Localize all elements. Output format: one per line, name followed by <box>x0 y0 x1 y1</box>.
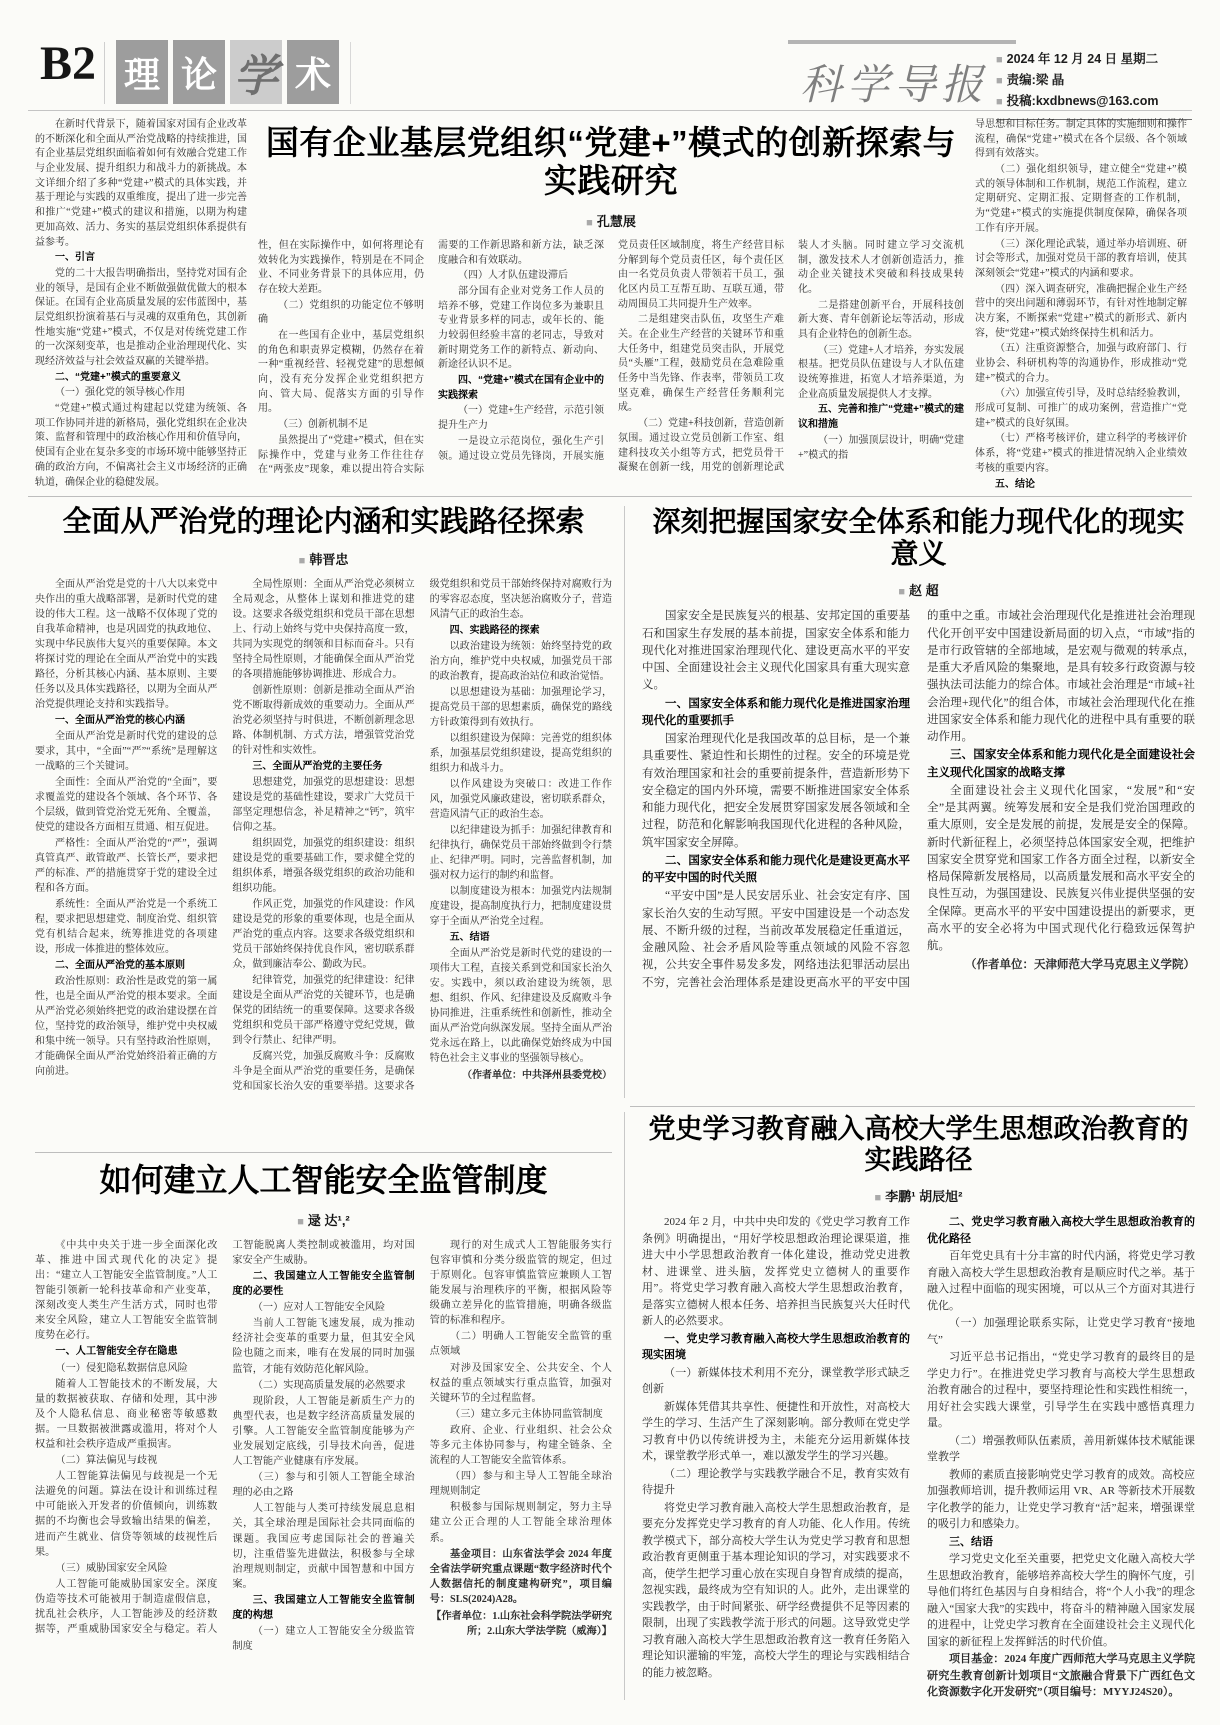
body-paragraph: 以思想建设为基础：加强理论学习，提高党员干部的思想素质，确保党的路线方针政策得到有效执行。 <box>429 687 612 729</box>
body-paragraph: （四）深入调查研究，准确把握企业生产经营中的突出问题和薄弱环节，有针对性地制定解决方案，不断探索“党建+”模式的新形式、新内容，使“党建+”模式始终保持生机和活力。 <box>975 283 1187 339</box>
body-paragraph: 现行的对生成式人工智能服务实行包容审慎和分类分级监管的规定，但过于原则化。包容审慎监管应兼顾人工智能发展与治理秩序的平衡，根据风险等级确立差异化的监管措施，明确各级监管的标准和程序。 <box>429 1239 612 1327</box>
body-paragraph: 学习党史文化至关重要，把党史文化融入高校大学生思想政治教育，能够培养高校大学生的胸怀气度，引导他们将红色基因与自身相结合，将“个人小我”的理念融入“国家大我”的实践中，将奋斗的精神融入国家发展的进程中，让党史学习教育在全面建设社会主义现代化国家的新征程上发挥鲜活的时代价值。 <box>927 1553 1195 1648</box>
body-paragraph: 性，但在实际操作中，如何将理论有效转化为实践操作，特别是在不同企业、不同业务背景下的具体应用，仍存在较大差距。 <box>258 239 424 295</box>
square-bullet-icon: ■ <box>898 586 906 599</box>
section-heading: 二、全面从严治党的基本原则 <box>55 960 185 972</box>
body-paragraph: （六）加强宣传引导，及时总结经验教训，形成可复制、可推广的成功案例，营造推广“党建+”模式的良好氛围。 <box>975 388 1187 429</box>
article-5-body-columns <box>642 1214 1195 1712</box>
body-paragraph: 反腐兴党，加强反腐败斗争：反腐败斗争是全面从严治党的重要任务，是确保党和国家长治久安的重要举措。这要求各级党组织和党员干部始终保持对腐败行为的零容忍态度，坚决惩治腐败分子，营造风清气正的政治生态。 <box>232 579 612 1093</box>
article-1-byline: ■ 孔慧展 <box>586 213 636 229</box>
submission-line: ■ 投稿:kxdbnews@163.com <box>996 94 1159 108</box>
body-paragraph: 百年党史具有十分丰富的时代内涵，将党史学习教育融入高校大学生思想政治教育是顺应时代之举。基于融入过程中面临的现实困境，可以从三个方面对其进行优化。 <box>927 1250 1195 1312</box>
square-bullet-icon: ■ <box>297 1215 304 1228</box>
article-1-body-columns <box>258 239 964 490</box>
square-bullet-icon: ■ <box>996 54 1003 66</box>
body-paragraph: （三）创新机制不足 <box>278 419 368 431</box>
header-divider <box>104 42 105 104</box>
article-1-left-column <box>35 118 247 490</box>
section-heading: 三、全面从严治党的主要任务 <box>252 761 383 773</box>
body-paragraph: 在一些国有企业中，基层党组织的角色和职责界定模糊，仍然存在着一种“重视经营、轻视党建”的思想倾向，没有充分发挥企业党组织把方向、管大局、促落实方面的引导作用。 <box>258 330 424 415</box>
section-heading: 一、国家安全体系和能力现代化是推进国家治理现代化的重要抓手 <box>642 697 910 727</box>
body-paragraph: 全面从严治党是党的十八大以来党中央作出的重大战略部署，是新时代党的建设的伟大工程。这一战略不仅体现了党的自我革命精神，也是巩固党的执政地位、实现中华民族伟大复兴的重要保障。本文将探讨党的理论在全面从严治党中的实践路径，分析其核心内涵、基本原则、主要任务以及具体实践路径，以期为全面从严治党提供理论支持和实践指导。 <box>35 579 218 711</box>
section-heading: 二、国家安全体系和能力现代化是建设更高水平的平安中国的时代关照 <box>642 854 910 885</box>
body-paragraph: 将党史学习教育融入高校大学生思想政治教育，是要充分发挥党史学习教育的育人功能、化人作用。传统教学模式下，部分高校大学生认为党史学习教育和思想政治教育更侧重于基本理论知识的学习，对实践要求不高，使学生把学习重心放在实现自身智育成绩的提高，忽视实践，最终成为空有知识的人。此外，走出课堂的实践教学，由于时间紧张、研学经费提供不足等因素的限制，出现了实践教学流于形式的问题。这导致党史学习教育融入高校大学生思想政治教育这一教育任务陷入理论知识灌输的牢笼，高校大学生的理论与实践相结合的能力被忽略。 <box>642 1501 910 1679</box>
article-2-byline: ■ 韩晋忠 <box>298 552 349 568</box>
section-heading: 一、人工智能安全存在隐患 <box>55 1346 178 1358</box>
body-paragraph: （一）应对人工智能安全风险 <box>252 1302 386 1314</box>
body-paragraph: （三）参与和引领人工智能全球治理的必由之路 <box>232 1472 415 1499</box>
body-paragraph: （一）加强顶层设计，明确“党建+”模式的指 <box>798 434 964 461</box>
article-1 <box>35 118 1187 490</box>
body-paragraph: 在新时代背景下，随着国家对国有企业改革的不断深化和全面从严治党战略的持续推进，国有企业基层党组织面临着如何有效融合党建工作与企业发展、提升组织力和战斗力的新挑战。本文详细介绍了多种“党建+”模式的具体实践，并基于理论与实践的双重维度，提出了进一步完善和推广“党建+”模式的建议和措施，以期为构建更加高效、活力、务实的基层党组织体系提供有益参考。 <box>35 119 247 248</box>
section-divider <box>28 496 1192 497</box>
fund-note: 项目基金：2024 年度广西师范大学马克思主义学院研究生教育创新计划项目“文旅融合背景下广西红色文化资源数字化开发研究”（项目编号：MYYJ24S20）。 <box>927 1653 1195 1699</box>
body-paragraph: 2024 年 2 月，中共中央印发的《党史学习教育工作条例》明确提出，“用好学校思想政治理论课渠道，推进大中小学思想政治教育一体化建设，推动党史进教材、进课堂、进头脑，发挥党史立德树人的重要作用”。将党史学习教育融入高校大学生思想政治教育，是落实立德树人根本任务、培养担当民族复兴大任时代新人的必然要求。 <box>642 1216 910 1328</box>
body-paragraph: 全面从严治党是新时代党的建设的一项伟大工程，直接关系到党和国家长治久安。实践中，须以政治建设为统领，思想、组织、作风、纪律建设及反腐败斗争协同推进，注重系统性和创新性，推动全面从严治党向纵深发展。坚持全面从严治党永远在路上，以此确保党始终成为中国特色社会主义事业的坚强领导核心。 <box>429 948 612 1065</box>
fund-note: 基金项目：山东省法学会 2024 年度全省法学研究重点课题“数字经济时代个人数据信托的制度建构研究”，项目编号：SLS(2024)A28。 <box>429 1548 612 1605</box>
body-paragraph: （一）加强理论联系实际，让党史学习教育“接地气” <box>927 1317 1195 1346</box>
body-paragraph: 现阶段，人工智能是新质生产力的典型代表，也是数字经济高质量发展的引擎。人工智能安全监管制度能够为产业发展划定底线，引导技术向善，促进人工智能产业健康有序发展。 <box>232 1395 415 1468</box>
body-paragraph: 政治性原则：政治性是政党的第一属性，也是全面从严治党的根本要求。全面从严治党必须始终把党的政治建设摆在首位，坚持党的政治领导，维护党中央权威和集中统一领导。只有坚持政治性原则，才能确保全面从严治党始终沿着正确的方向前进。 <box>35 976 218 1078</box>
body-paragraph: （五）注重资源整合，加强与政府部门、行业协会、科研机构等的沟通协作，形成推动“党建+”模式的合力。 <box>975 343 1187 384</box>
section-heading: 五、结语 <box>449 932 490 944</box>
body-paragraph: 创新性原则：创新是推动全面从严治党不断取得新成效的重要动力。全面从严治党必须坚持与时俱进，不断创新理念思路、体制机制、方式方法，增强管党治党的针对性和实效性。 <box>232 685 415 757</box>
body-paragraph: （一）党建+生产经营，示范引领提升生产力 <box>438 405 604 432</box>
body-paragraph: 《中共中央关于进一步全面深化改革、推进中国式现代化的决定》提出：“建立人工智能安全监管制度。”人工智能引领新一轮科技革命和产业变革，深刻改变人类生产生活方式，同时也带来安全风险，建立人工智能安全监管制度势在必行。 <box>35 1239 218 1342</box>
body-paragraph: 人工智能与人类可持续发展息息相关，其全球治理是国际社会共同面临的课题。我国应考虑国际社会的普遍关切，注重借鉴先进做法，积极参与全球治理规则制定，贡献中国智慧和中国方案。 <box>232 1503 415 1590</box>
article-1-right-column <box>975 118 1187 490</box>
body-paragraph: 党的二十大报告明确指出，坚持党对国有企业的领导，是国有企业不断做强做优做大的根本保证。在国有企业高质量发展的宏伟蓝图中，基层党组织扮演着基石与灵魂的双重角色，其创新性地实施“党建+”模式，不仅是对传统党建工作的一次深刻变革，也是推动企业治理现代化、实现经济效益与社会效益双赢的关键举措。 <box>35 267 247 367</box>
section-logo <box>116 40 339 104</box>
body-paragraph: 全面从严治党是新时代党的建设的总要求，其中，“全面”“严”“系统”是理解这一战略的三个关键词。 <box>35 731 218 773</box>
section-divider <box>630 1106 1195 1107</box>
article-2-title: 全面从严治党的理论内涵和实践路径探索 <box>62 506 585 538</box>
body-paragraph: （二）实现高质量发展的必然要求 <box>252 1379 406 1391</box>
article-2 <box>35 506 612 1144</box>
body-paragraph: 对涉及国家安全、公共安全、个人权益的重点领域实行重点监管，加强对关键环节的全过程监督。 <box>429 1362 612 1404</box>
body-paragraph: 人工智能可能威胁国家安全。深度伪造等技术可能被用于制造虚假信息，扰乱社会秩序，人工智能涉及的经济数据等，严重威胁国家安全与稳定。若人工智能脱离人类控制或被滥用，均对国家安全产生威胁。 <box>35 1239 415 1636</box>
author-affiliation: 【作者单位：1.山东社会科学院法学研究所；2.山东大学法学院（威海）】 <box>431 1611 612 1638</box>
section-heading: 三、结语 <box>949 1535 993 1548</box>
body-paragraph: （二）算法偏见与歧视 <box>55 1455 158 1467</box>
masthead: 科学导报 <box>800 60 989 109</box>
author-affiliation: （作者单位：天津师范大学马克思主义学院） <box>965 959 1195 972</box>
body-paragraph: （一）侵犯隐私数据信息风险 <box>55 1362 188 1374</box>
article-4-byline: ■ 逯 达¹,² <box>297 1212 350 1228</box>
body-paragraph: 以制度建设为根本：加强党内法规制度建设，提高制度执行力，把制度建设贯穿于全面从严治党全过程。 <box>429 886 612 928</box>
body-paragraph: “平安中国”是人民安居乐业、社会安定有序、国家长治久安的生动写照。平安中国建设是一个动态发展、不断升级的过程，当前改革发展稳定任重道远，金融风险、社会矛盾风险等重点领域的风险不容忽视，公共安全事件易发多发，网络违法犯罪活动层出不穷，完善社会治理体系是建设更高水平的平安中国的重中之重。市域社会治理现代化是推进社会治理现代化开创平安中国建设新局面的切入点，“市域”指的是市行政管辖的全部地域，是宏观与微观的转承点，是重大矛盾风险的集聚地，是具有较多行政资源与较强执法司法能力的综合体。市域社会治理是“市域+社会治理+现代化”的组合体，市域社会治理现代化在推进国家安全体系和能力现代化的进程中具有重要的联动作用。 <box>642 610 1195 989</box>
article-3-byline: ■ 赵 超 <box>898 583 939 599</box>
section-heading: 一、全面从严治党的核心内涵 <box>55 715 185 727</box>
section-heading: 四、“党建+”模式在国有企业中的实践探索 <box>438 375 604 401</box>
body-paragraph: 国家治理现代化是我国改革的总目标，是一个兼具重要性、紧迫性和长期性的过程。安全的环境是党有效治理国家和社会的重要前提条件，营造新形势下安全稳定的国内外环境，需要不断推进国家安全体系和能力现代化，把安全发展贯穿国家发展各领域和全过程，防范和化解影响我国现代化进程的各种风险，筑牢国家安全屏障。 <box>642 733 910 849</box>
body-paragraph: （三）建立多元主体协同监管制度 <box>450 1408 603 1420</box>
body-paragraph: 人工智能算法偏见与歧视是一个无法避免的问题。算法在设计和训练过程中可能嵌入开发者的价值倾向，训练数据的不均衡也会导致输出结果的偏差，进而产生就业、信贷等领域的歧视性后果。 <box>35 1471 218 1558</box>
section-heading: 五、结论 <box>995 478 1035 490</box>
body-paragraph: （二）党组织的功能定位不够明确 <box>258 299 424 326</box>
logo-tile-xue: 学 <box>230 40 282 104</box>
author-affiliation: （作者单位：中共泽州县委党校） <box>461 1070 612 1082</box>
body-paragraph: 当前人工智能飞速发展，成为推动经济社会变革的重要力量，但其安全风险也随之而来，唯有在发展的同时加强监管，才能有效防范化解风险。 <box>232 1318 415 1375</box>
body-paragraph: 纪律管党，加强党的纪律建设：纪律建设是全面从严治党的关键环节，也是确保党的团结统一的重要保障。这要求各级党组织和党员干部严格遵守党纪党规，做到令行禁止、纪律严明。 <box>232 975 415 1047</box>
body-paragraph: （三）威胁国家安全风险 <box>55 1562 168 1574</box>
square-bullet-icon: ■ <box>586 216 593 229</box>
body-paragraph: 以政治建设为统领：始终坚持党的政治方向，维护党中央权威，加强党员干部的政治教育，提高政治站位和政治觉悟。 <box>429 641 612 683</box>
body-paragraph: 国家安全是民族复兴的根基、安邦定国的重要基石和国家生存发展的基本前提，国家安全体系和能力现代化对推进国家治理现代化、建设更高水平的平安中国、全面建设社会主义现代化国家具有重大现实意义。 <box>642 610 910 692</box>
article-5-title: 党史学习教育融入高校大学生思想政治教育的实践路径 <box>648 1114 1189 1176</box>
body-paragraph: 组织固党，加强党的组织建设：组织建设是党的重要基础工作，要求健全党的组织体系，增强各级党组织的政治功能和组织功能。 <box>232 838 415 895</box>
body-paragraph: 习近平总书记指出，“党史学习教育的最终目的是学史力行”。在推进党史学习教育与高校大学生思想政治教育融合的过程中，要坚持理论性和实践性相统一，用好社会实践大课堂，引导学生在实践中感悟真理力量。 <box>927 1351 1195 1430</box>
section-divider <box>35 1152 612 1153</box>
section-heading: 三、国家安全体系和能力现代化是全面建设社会主义现代化国家的战略支撑 <box>927 749 1195 779</box>
body-paragraph: 全局性原则：全面从严治党必须树立全局观念，从整体上谋划和推进党的建设。这要求各级党组织和党员干部在思想上、行动上始终与党中央保持高度一致，共同为实现党的纲领和目标而奋斗。只有坚持全局性原则，才能确保全面从严治党的各项措施能够协调推进、形成合力。 <box>232 579 415 681</box>
body-paragraph: （二）增强教师队伍素质，善用新媒体技术赋能课堂教学 <box>927 1434 1195 1464</box>
square-bullet-icon: ■ <box>298 555 306 568</box>
section-heading: 三、我国建立人工智能安全监管制度的构想 <box>232 1594 415 1622</box>
body-paragraph: 全面建设社会主义现代化国家，“发展”和“安全”是其两翼。统筹发展和安全是我们党治国理政的重大原则，安全是发展的前提，发展是安全的保障。新时代新征程上，必须坚持总体国家安全观，把维护国家安全贯穿党和国家工作各方面全过程，以新安全格局保障新发展格局，以高质量发展和高水平安全的良性互动，为强国建设、民族复兴伟业提供坚强的安全保障。更高水平的平安中国建设提出的新要求，更高水平的安全必将为中国式现代化行稳致远保驾护航。 <box>927 784 1195 953</box>
square-bullet-icon: ■ <box>874 1192 882 1205</box>
body-paragraph: 二是搭建创新平台，开展科技创新大赛、青年创新论坛等活动，形成具有企业特色的创新生态。 <box>798 299 964 340</box>
body-paragraph: 二是组建突击队伍，攻坚生产难关。在企业生产经营的关键环节和重大任务中，组建党员突击队，开展党员“头雁”工程，鼓励党员在急难险重任务中当先锋、作表率，带领员工攻坚克难，确保生产经营任务顺利完成。 <box>618 314 784 414</box>
body-paragraph: 作风正党，加强党的作风建设：作风建设是党的形象的重要体现，也是全面从严治党的重点内容。这要求各级党组织和党员干部始终保持优良作风，密切联系群众，做到廉洁奉公、勤政为民。 <box>232 899 415 971</box>
body-paragraph: （三）深化理论武装，通过举办培训班、研讨会等形式，加强对党员干部的教育培训，使其深刻领会“党建+”模式的内涵和要求。 <box>975 238 1187 279</box>
article-4-title: 如何建立人工智能安全监管制度 <box>99 1162 548 1198</box>
article-3-body-columns <box>642 608 1195 1110</box>
body-paragraph: 虽然提出了“党建+”模式，但在实际操作中，党建与业务工作往往存在“两张皮”现象，难以提出符合实际需要的工作新思路和新方法，缺乏深度融合和有效联动。 <box>258 239 604 476</box>
column-divider <box>624 1112 625 1700</box>
body-paragraph: 以组织建设为保障：完善党的组织体系，加强基层党组织建设，提高党组织的组织力和战斗力。 <box>429 733 612 775</box>
body-paragraph: （七）严格考核评价，建立科学的考核评价体系，将“党建+”模式的推进情况纳入企业绩效考核的重要内容。 <box>975 433 1187 474</box>
square-bullet-icon: ■ <box>996 96 1003 108</box>
column-divider <box>624 506 625 1098</box>
body-paragraph: （一）强化党的领导核心作用 <box>55 387 185 399</box>
body-paragraph: （二）强化组织领导，建立健全“党建+”模式的领导体制和工作机制，规范工作流程，建立定期研究、定期汇报、定期督查的工作机制，为“党建+”模式的实施提供制度保障，确保各项工作有序开展。 <box>975 164 1187 234</box>
body-paragraph: 一是设立示范岗位，强化生产引领。通过设立党员先锋岗，开展实施党员责任区域制度，将生产经营目标分解到每个党员责任区，每个责任区由一名党员负责人带领若干员工，强化区内员工互帮互助、互联互通，带动周围员工共同提升生产效率。 <box>438 239 784 462</box>
body-paragraph: （三）党建+人才培养，夯实发展根基。把党员队伍建设与人才队伍建设统筹推进，拓宽人才培养渠道，为企业高质量发展提供人才支撑。 <box>798 344 964 400</box>
body-paragraph: 严格性：全面从严治党的“严”，强调真管真严、敢管敢严、长管长严，要求把严的标准、严的措施贯穿于党的建设全过程和各方面。 <box>35 838 218 895</box>
section-heading: 二、我国建立人工智能安全监管制度的必要性 <box>232 1270 415 1298</box>
body-paragraph: 思想建党，加强党的思想建设：思想建设是党的基础性建设，要求广大党员干部坚定理想信念，补足精神之“钙”，筑牢信仰之基。 <box>232 777 415 834</box>
editor-line: ■ 责编:梁 晶 <box>996 73 1065 87</box>
header-divider <box>350 42 351 104</box>
body-paragraph: （四）参与和主导人工智能全球治理规则制定 <box>429 1471 612 1498</box>
article-5 <box>642 1114 1195 1700</box>
body-paragraph: 随着人工智能技术的不断发展，大量的数据被获取、存储和处理，其中涉及个人隐私信息、商业秘密等敏感数据。一旦数据被泄露或滥用，将对个人权益和社会秩序造成严重损害。 <box>35 1378 218 1451</box>
publication-info <box>996 46 1192 120</box>
body-paragraph: 系统性：全面从严治党是一个系统工程，要求把思想建党、制度治党、组织管党有机结合起来，统筹推进党的各项建设，形成一体推进的整体效应。 <box>35 899 218 956</box>
section-heading: 五、完善和推广“党建+”模式的建议和措施 <box>798 404 964 431</box>
square-bullet-icon: ■ <box>996 75 1003 87</box>
body-paragraph: （四）人才队伍建设滞后 <box>458 270 568 282</box>
body-paragraph: （二）理论教学与实践教学融合不足，教育实效有待提升 <box>642 1467 910 1497</box>
section-heading: 二、党史学习教育融入高校大学生思想政治教育的优化路径 <box>927 1216 1195 1245</box>
body-paragraph: 部分国有企业对党务工作人员的培养不够，党建工作岗位多为兼职且专业背景多样的同志，或年长的、能力较弱但经验丰富的老同志，导致对新时期党务工作的新特点、新动向、新途径认识不足。 <box>438 285 604 371</box>
article-3-title: 深刻把握国家安全体系和能力现代化的现实意义 <box>652 506 1185 570</box>
article-3 <box>642 506 1195 1098</box>
edition-label: B2 <box>40 37 97 90</box>
body-paragraph: “党建+”模式通过构建起以党建为统领、各项工作协同并进的新格局，强化党组织在企业决策、监督和管理中的政治核心作用和价值导向，使国有企业在复杂多变的市场环境中能够坚持正确的政治方向，不偏离社会主义市场经济的正确轨道，确保企业的稳健发展。 <box>35 403 247 488</box>
masthead-rule <box>788 40 1016 44</box>
article-4 <box>35 1162 612 1702</box>
article-5-byline: ■ 李鹏¹ 胡辰旭² <box>874 1189 963 1205</box>
header-bottom-rule <box>28 110 1192 111</box>
body-paragraph: （一）建立人工智能安全分级监管制度 <box>232 1626 415 1653</box>
article-2-body-columns <box>35 577 612 1129</box>
section-heading: 一、引言 <box>55 252 95 264</box>
body-paragraph: 以作风建设为突破口：改进工作作风，加强党风廉政建设，密切联系群众，营造风清气正的政治生态。 <box>429 779 612 821</box>
body-paragraph: （二）明确人工智能安全监管的重点领域 <box>429 1331 612 1358</box>
body-paragraph: 导思想和目标任务。制定具体的实施细则和操作流程，确保“党建+”模式在各个层级、各个领域得到有效落实。 <box>975 119 1187 160</box>
section-heading: 一、党史学习教育融入高校大学生思想政治教育的现实困境 <box>642 1332 910 1362</box>
body-paragraph: 积极参与国际规则制定，努力主导建立公正合理的人工智能全球治理体系。 <box>429 1502 612 1544</box>
body-paragraph: （一）新媒体技术利用不充分，课堂教学形式缺乏创新 <box>642 1366 910 1396</box>
body-paragraph: 新媒体凭借其共享性、便捷性和开放性，对高校大学生的学习、生活产生了深刻影响。部分教师在党史学习教育中仍以传统讲授为主，未能充分运用新媒体技术，课堂教学形式单一，难以激发学生的学习兴趣。 <box>642 1400 910 1463</box>
date-line: ■ 2024 年 12 月 24 日 星期二 <box>996 52 1159 66</box>
body-paragraph: 全面性：全面从严治党的“全面”，要求覆盖党的建设各个领域、各个环节、各个层级，做到管党治党无死角、全覆盖，使党的建设各方面相互贯通、相互促进。 <box>35 777 218 834</box>
logo-tile-lun: 论 <box>173 40 225 104</box>
body-paragraph: 以纪律建设为抓手：加强纪律教育和纪律执行，确保党员干部始终做到令行禁止、纪律严明。同时，完善监督机制，加强对权力运行的制约和监督。 <box>429 825 612 882</box>
section-heading: 四、实践路径的探索 <box>449 625 540 637</box>
article-1-title: 国有企业基层党组织“党建+”模式的创新探索与实践研究 <box>265 124 957 199</box>
article-4-body-columns <box>35 1238 612 1686</box>
body-paragraph: （二）党建+科技创新，营造创新氛围。通过设立党员创新工作室、组建科技攻关小组等方式，把党员骨干凝聚在创新一线，用党的创新理论武装人才头脑。同时建立学习交流机制，激发技术人才创新创造活力，推动企业关键技术突破和科技成果转化。 <box>618 239 964 474</box>
body-paragraph: 教师的素质直接影响党史学习教育的成效。高校应加强教师培训，提升教师运用 VR、AR 等新技术开展数字化教学的能力，让党史学习教育“活”起来，增强课堂的吸引力和感染力。 <box>927 1468 1195 1531</box>
logo-tile-li: 理 <box>116 40 168 104</box>
section-heading: 二、“党建+”模式的重要意义 <box>55 371 181 383</box>
body-paragraph: 政府、企业、行业组织、社会公众等多元主体协同参与，构建全链条、全流程的人工智能安全监管体系。 <box>429 1424 612 1467</box>
logo-tile-shu: 术 <box>287 40 339 104</box>
